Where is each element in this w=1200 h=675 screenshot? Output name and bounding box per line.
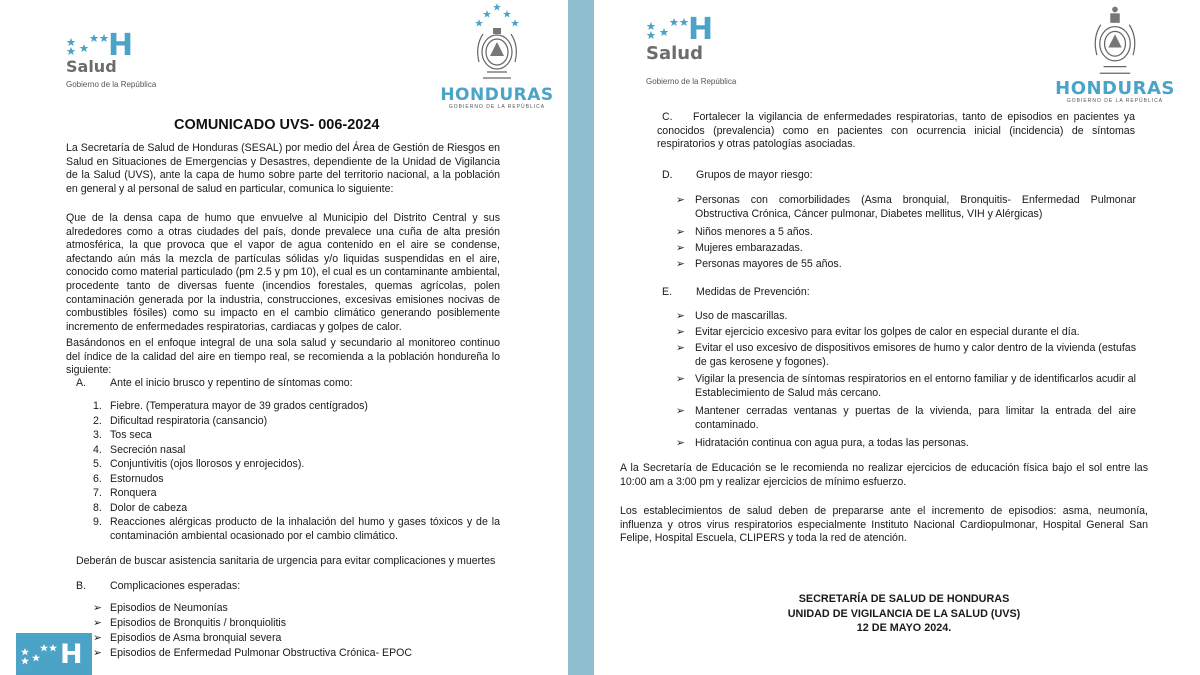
section-a-title: Ante el inicio brusco y repentino de síntomas como: bbox=[110, 377, 353, 389]
section-d-letter: D. bbox=[662, 169, 673, 181]
list-item: ➢ Evitar el uso excesivo de dispositivos emisores de humo y calor dentro de la vivienda (estufas de gas kerosene y fogones). bbox=[676, 342, 1136, 368]
stars-icon bbox=[66, 34, 110, 56]
list-item: 2. Dificultad respiratoria (cansancio) bbox=[93, 414, 268, 427]
honduras-wordmark: HONDURAS bbox=[440, 85, 554, 105]
education-recommendation: A la Secretaría de Educación se le recomienda no realizar ejercicios de educación física bajo el sol entre las 10:00 am a 3:00 pm y realizar ejercicios de mínimo esfuerzo. bbox=[620, 462, 1148, 488]
intro-paragraph: La Secretaría de Salud de Honduras (SESAL) por medio del Área de Gestión de Riesgos en Salud en Situaciones de Emergencias y Desastres, dependiente de la Unidad de Vigilancia de la Salud (UVS), ante la capa de humo sobre parte del territorio nacional, a la población en general y al personal de salud en particular, comunica lo siguiente: bbox=[66, 142, 500, 195]
stars-icon bbox=[20, 644, 58, 666]
section-a-heading bbox=[76, 377, 353, 389]
section-d-heading bbox=[662, 169, 813, 181]
coat-of-arms-icon bbox=[467, 2, 527, 84]
h-logo-letter: H bbox=[688, 12, 714, 47]
footer-h-badge bbox=[16, 633, 92, 675]
honduras-emblem-logo bbox=[1050, 0, 1180, 104]
list-item: ➢ Episodios de Enfermedad Pulmonar Obstructiva Crónica- EPOC bbox=[93, 647, 413, 659]
signature-line-unit: UNIDAD DE VIGILANCIA DE LA SALUD (UVS) bbox=[787, 607, 1021, 620]
list-item: 1. Fiebre. (Temperatura mayor de 39 grados centígrados) bbox=[93, 400, 368, 412]
section-c-letter: C. bbox=[662, 111, 673, 123]
salud-wordmark: Salud bbox=[646, 43, 703, 64]
list-item: 3. Tos seca bbox=[93, 429, 152, 441]
signature-line-date: 12 DE MAYO 2024. bbox=[856, 622, 952, 635]
section-b-title: Complicaciones esperadas: bbox=[110, 580, 241, 592]
list-item: ➢ Episodios de Asma bronquial severa bbox=[93, 632, 282, 644]
honduras-wordmark: HONDURAS bbox=[1055, 78, 1175, 99]
coat-of-arms-icon bbox=[1086, 0, 1144, 78]
section-d-title: Grupos de mayor riesgo: bbox=[696, 169, 813, 181]
list-item: ➢ Mujeres embarazadas. bbox=[676, 242, 803, 254]
list-item: 6. Estornudos bbox=[93, 472, 164, 485]
honduras-emblem-logo bbox=[438, 2, 556, 110]
list-item: ➢ Episodios de Bronquitis / bronquiolitis bbox=[93, 617, 287, 629]
arrow-bullet-icon: ➢ bbox=[93, 617, 102, 629]
list-item: ➢ Uso de mascarillas. bbox=[676, 310, 788, 322]
document-page-left bbox=[0, 0, 568, 675]
arrow-bullet-icon: ➢ bbox=[676, 437, 685, 449]
list-item: ➢ Personas con comorbilidades (Asma bronquial, Bronquitis- Enfermedad Pulmonar Obstructiva Crónica, Cáncer pulmonar, Diabetes mellitus, VIH y Alérgicas) bbox=[676, 194, 1136, 220]
list-item: 8. Dolor de cabeza bbox=[93, 501, 188, 514]
arrow-bullet-icon: ➢ bbox=[93, 632, 102, 644]
arrow-bullet-icon: ➢ bbox=[676, 226, 685, 238]
urgency-note: Deberán de buscar asistencia sanitaria de urgencia para evitar complicaciones y muertes bbox=[76, 555, 496, 567]
arrow-bullet-icon: ➢ bbox=[676, 326, 685, 338]
signature-block bbox=[734, 592, 1074, 636]
smoke-context-paragraph: Que de la densa capa de humo que envuelve al Municipio del Distrito Central y sus alrededores como a otras ciudades del país, donde prevalece una cuña de alta presión atmosférica, la que provoca que el vapor de agua contenido en el aire se condense, afectando aún más la mezcla de partículas sólidas y/o liquidas suspendidas en el aire, conocido como material particulado (pm 2.5 y pm 10), el cual es un contaminante ambiental, procedente tanto de diversas fuente (incendios forestales, quemas agrícolas, polen contaminación generada por la industria, construcciones, excesivas emisiones nocivas de combustibles fósiles) como su impacto en el cambio climático generando posiblemente incremento de enfermedades respiratorias, cardiacas y golpes de calor. bbox=[66, 212, 500, 333]
h-logo-letter: H bbox=[108, 28, 134, 63]
list-item: ➢ Niños menores a 5 años. bbox=[676, 226, 813, 238]
list-item: ➢ Mantener cerradas ventanas y puertas de la vivienda, para limitar la entrada del aire contaminado. bbox=[676, 405, 1136, 431]
list-item: 9. Reacciones alérgicas producto de la inhalación del humo y gases tóxicos y de la contaminación ambiental ocasionado por el cambio climático. bbox=[93, 516, 500, 542]
signature-line-ministry: SECRETARÍA DE SALUD DE HONDURAS bbox=[798, 593, 1010, 605]
list-item: 7. Ronquera bbox=[93, 487, 157, 499]
arrow-bullet-icon: ➢ bbox=[676, 258, 685, 270]
stars-icon bbox=[646, 18, 690, 40]
salud-wordmark: Salud bbox=[66, 57, 117, 76]
recommendation-intro-paragraph: Basándonos en el enfoque integral de una sola salud y secundario al monitoreo continuo del índice de la calidad del aire en tiempo real, se recomienda a la población hondureña lo siguiente: bbox=[66, 337, 500, 377]
section-e-heading bbox=[662, 286, 810, 298]
arrow-bullet-icon: ➢ bbox=[676, 373, 685, 385]
arrow-bullet-icon: ➢ bbox=[93, 602, 102, 614]
page-divider bbox=[568, 0, 594, 675]
list-item: 5. Conjuntivitis (ojos llorosos y enrojecidos). bbox=[93, 458, 305, 470]
h-logo-letter: H bbox=[60, 639, 83, 670]
arrow-bullet-icon: ➢ bbox=[93, 647, 102, 659]
section-a-letter: A. bbox=[76, 377, 87, 389]
document-page-right bbox=[594, 0, 1200, 675]
list-item: 4. Secreción nasal bbox=[93, 443, 186, 456]
arrow-bullet-icon: ➢ bbox=[676, 194, 685, 206]
honduras-subcaption: GOBIERNO DE LA REPÚBLICA bbox=[1066, 98, 1164, 104]
list-item: ➢ Personas mayores de 55 años. bbox=[676, 258, 842, 270]
gobierno-caption: Gobierno de la República bbox=[646, 77, 737, 86]
list-item: ➢ Hidratación continua con agua pura, a todas las personas. bbox=[676, 437, 969, 449]
health-establishments-note: Los establecimientos de salud deben de prepararse ante el incremento de episodios: asma, neumonía, influenza y otros virus respiratorios especialmente Instituto Nacional Cardiopulmonar, Hospital General San Felipe, Hospital Escuela, CLIPERS y toda la red de atención. bbox=[620, 505, 1148, 545]
gobierno-caption: Gobierno de la República bbox=[66, 80, 157, 89]
arrow-bullet-icon: ➢ bbox=[676, 342, 685, 354]
arrow-bullet-icon: ➢ bbox=[676, 242, 685, 254]
section-e-letter: E. bbox=[662, 286, 673, 298]
section-b-letter: B. bbox=[76, 580, 87, 592]
arrow-bullet-icon: ➢ bbox=[676, 310, 685, 322]
list-item: ➢ Vigilar la presencia de síntomas respiratorios en el entorno familiar y de identificarlos acudir al Establecimiento de Salud más cercano. bbox=[676, 373, 1136, 399]
section-e-title: Medidas de Prevención: bbox=[696, 286, 810, 298]
section-b-heading bbox=[76, 580, 240, 592]
list-item: ➢ Episodios de Neumonías bbox=[93, 602, 228, 614]
section-c-text: Fortalecer la vigilancia de enfermedades respiratorias, tanto de episodios en pacientes ya conocidos (prevalencia) como en pacientes con ocurrencia inicial (incidencia) de síntomas respiratorios y otras patologías asociadas. bbox=[657, 111, 1135, 151]
arrow-bullet-icon: ➢ bbox=[676, 405, 685, 417]
document-title: COMUNICADO UVS- 006-2024 bbox=[174, 117, 380, 133]
list-item: ➢ Evitar ejercicio excesivo para evitar los golpes de calor en especial durante el día. bbox=[676, 326, 1080, 338]
honduras-subcaption: GOBIERNO DE LA REPÚBLICA bbox=[448, 104, 546, 110]
